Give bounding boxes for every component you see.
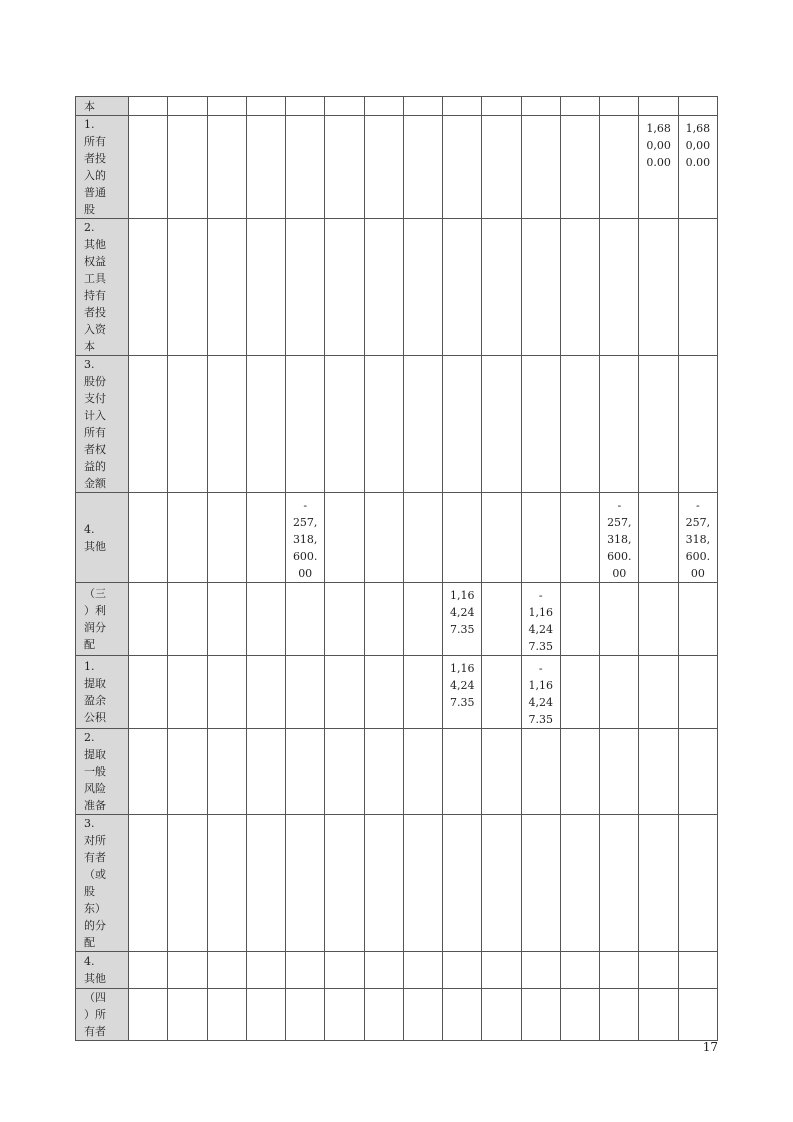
table-row (76, 656, 718, 729)
table-cell (364, 729, 403, 815)
row-label: 2. 其他 权益 工具 持有 者投 入资 本 (76, 219, 129, 356)
table-cell (521, 583, 560, 656)
table-cell (168, 815, 207, 952)
table-cell (403, 356, 442, 493)
table-cell (482, 656, 521, 729)
table-cell (246, 97, 285, 116)
table-cell (325, 493, 364, 583)
table-cell (482, 493, 521, 583)
cell-value-line: 7.35 (450, 623, 475, 636)
table-cell (168, 116, 207, 219)
table-cell (482, 729, 521, 815)
table-cell (207, 97, 246, 116)
table-cell (678, 583, 717, 656)
table-cell (403, 116, 442, 219)
table-cell (521, 989, 560, 1041)
cell-value-line: - (617, 499, 622, 512)
table-cell (678, 116, 717, 219)
table-cell (600, 952, 639, 989)
table-cell (600, 493, 639, 583)
table-cell (246, 116, 285, 219)
table-cell (560, 97, 599, 116)
cell-value-line: 1,16 (528, 679, 554, 692)
table-cell (521, 116, 560, 219)
table-cell (560, 116, 599, 219)
table-cell (207, 952, 246, 989)
table-cell (129, 219, 168, 356)
table-row (76, 356, 718, 493)
cell-value-line: 4,24 (450, 679, 475, 692)
table-cell (403, 97, 442, 116)
table-cell (403, 952, 442, 989)
cell-value-line: 257, (607, 516, 632, 529)
table-cell (286, 729, 325, 815)
table-cell (246, 815, 285, 952)
table-cell (600, 989, 639, 1041)
table-cell (364, 493, 403, 583)
table-cell (403, 815, 442, 952)
table-cell (482, 97, 521, 116)
table-cell (129, 656, 168, 729)
table-cell (600, 356, 639, 493)
table-cell (639, 493, 678, 583)
table-cell (286, 493, 325, 583)
table-cell (443, 356, 482, 493)
cell-value-line: 318, (292, 533, 318, 546)
table-cell (129, 989, 168, 1041)
row-label: 4. 其他 (76, 952, 129, 989)
table-cell (560, 583, 599, 656)
cell-value-line: 7.35 (528, 640, 554, 653)
table-body (76, 97, 718, 1041)
cell-value-line: 0.00 (685, 156, 711, 169)
table-cell (168, 583, 207, 656)
table-cell (364, 815, 403, 952)
table-cell (639, 815, 678, 952)
table-cell (364, 219, 403, 356)
table-cell (560, 356, 599, 493)
table-cell (443, 583, 482, 656)
row-label: 2. 提取 一般 风险 准备 (76, 729, 129, 815)
table-cell (521, 493, 560, 583)
table-cell (325, 656, 364, 729)
table-cell (639, 952, 678, 989)
table-cell (325, 729, 364, 815)
table-cell (403, 656, 442, 729)
table-cell (364, 656, 403, 729)
table-cell (639, 989, 678, 1041)
table-cell (168, 493, 207, 583)
table-cell (325, 989, 364, 1041)
cell-value-line: - (696, 499, 700, 512)
table-cell (246, 989, 285, 1041)
table-cell (325, 815, 364, 952)
table-row (76, 815, 718, 952)
table-cell (364, 952, 403, 989)
cell-value-line: 1,68 (646, 122, 671, 135)
table-cell (560, 815, 599, 952)
table-cell (168, 219, 207, 356)
cell-value-line: - (538, 589, 543, 602)
cell-value-line: 257, (292, 516, 318, 529)
table-cell (678, 219, 717, 356)
table-cell (521, 815, 560, 952)
table-row (76, 729, 718, 815)
table-cell (639, 729, 678, 815)
table-cell (521, 219, 560, 356)
table-cell (286, 116, 325, 219)
table-cell (600, 656, 639, 729)
table-cell (207, 729, 246, 815)
table-cell (129, 116, 168, 219)
table-cell (678, 356, 717, 493)
cell-value-line: 1,16 (528, 606, 554, 619)
table-cell (600, 729, 639, 815)
table-row (76, 97, 718, 116)
cell-value-line: 4,24 (528, 696, 554, 709)
row-label: 3. 对所 有者 （或 股 东） 的分 配 (76, 815, 129, 952)
table-cell (482, 952, 521, 989)
table-cell (521, 729, 560, 815)
cell-value-line: 0.00 (646, 156, 671, 169)
table-row (76, 493, 718, 583)
table-cell (443, 97, 482, 116)
table-cell (168, 989, 207, 1041)
table-row (76, 116, 718, 219)
table-cell (639, 219, 678, 356)
table-cell (168, 356, 207, 493)
table-cell (325, 356, 364, 493)
table-cell (678, 989, 717, 1041)
table-cell (286, 219, 325, 356)
table-cell (246, 656, 285, 729)
table-cell (129, 493, 168, 583)
row-label: 4. 其他 (76, 493, 129, 583)
table-cell (403, 493, 442, 583)
table-cell (246, 952, 285, 989)
table-cell (443, 989, 482, 1041)
cell-value-line: - (538, 662, 543, 675)
table-cell (129, 356, 168, 493)
row-label: 1. 所有 者投 入的 普通 股 (76, 116, 129, 219)
table-cell (246, 729, 285, 815)
table-cell (678, 952, 717, 989)
table-cell (325, 583, 364, 656)
table-cell (286, 356, 325, 493)
table-cell (639, 656, 678, 729)
table-cell (678, 493, 717, 583)
table-cell (678, 815, 717, 952)
table-cell (600, 583, 639, 656)
table-cell (325, 116, 364, 219)
table-cell (168, 97, 207, 116)
cell-value-line: 318, (685, 533, 711, 546)
cell-value-line: - (303, 499, 308, 512)
table-cell (286, 815, 325, 952)
table-row (76, 219, 718, 356)
cell-value-line: 1,68 (685, 122, 711, 135)
table-cell (403, 729, 442, 815)
table-cell (168, 952, 207, 989)
table-cell (325, 219, 364, 356)
cell-value-line: 600. (685, 550, 711, 563)
table-cell (521, 97, 560, 116)
table-cell (129, 729, 168, 815)
page-number: 17 (702, 1040, 718, 1054)
table-cell (403, 219, 442, 356)
cell-value-line: 0,00 (646, 139, 671, 152)
table-cell (639, 356, 678, 493)
table-cell (207, 116, 246, 219)
table-cell (246, 583, 285, 656)
cell-value-line: 600. (292, 550, 318, 563)
cell-value-line: 600. (607, 550, 632, 563)
table-cell (639, 116, 678, 219)
table-cell (364, 116, 403, 219)
table-cell (560, 952, 599, 989)
table-cell (443, 116, 482, 219)
table-cell (207, 656, 246, 729)
table-cell (482, 815, 521, 952)
row-label: 本 (76, 97, 129, 116)
table-cell (678, 97, 717, 116)
cell-value-line: 00 (298, 567, 313, 580)
table-cell (639, 583, 678, 656)
table-cell (600, 815, 639, 952)
cell-value-line: 1,16 (450, 589, 475, 602)
cell-value-line: 00 (690, 567, 705, 580)
table-cell (560, 729, 599, 815)
table-cell (286, 989, 325, 1041)
table-cell (443, 815, 482, 952)
table-cell (207, 815, 246, 952)
table-cell (600, 97, 639, 116)
table-cell (560, 493, 599, 583)
table-cell (678, 656, 717, 729)
table-cell (403, 989, 442, 1041)
cell-value-line: 1,16 (450, 662, 475, 675)
table-row (76, 989, 718, 1041)
table-cell (443, 729, 482, 815)
cell-value-line: 0,00 (685, 139, 711, 152)
row-label: （三 ）利 润分 配 (76, 583, 129, 656)
table-cell (639, 97, 678, 116)
cell-value-line: 7.35 (450, 696, 475, 709)
table-cell (482, 219, 521, 356)
table-cell (168, 729, 207, 815)
table-cell (443, 219, 482, 356)
table-cell (246, 493, 285, 583)
table-cell (286, 656, 325, 729)
table-cell (129, 583, 168, 656)
table-cell (443, 952, 482, 989)
table-cell (246, 219, 285, 356)
table-cell (207, 583, 246, 656)
cell-value-line: 7.35 (528, 713, 554, 726)
table-cell (600, 116, 639, 219)
table-cell (600, 219, 639, 356)
table-cell (207, 219, 246, 356)
table-cell (129, 97, 168, 116)
table-cell (364, 97, 403, 116)
table-cell (678, 729, 717, 815)
table-cell (246, 356, 285, 493)
table-cell (286, 583, 325, 656)
row-label: 1. 提取 盈余 公积 (76, 656, 129, 729)
table-cell (207, 356, 246, 493)
table-cell (325, 97, 364, 116)
cell-value-line: 4,24 (450, 606, 475, 619)
table-cell (364, 989, 403, 1041)
cell-value-line: 257, (685, 516, 711, 529)
table-cell (443, 493, 482, 583)
table-cell (560, 989, 599, 1041)
cell-value-line: 00 (612, 567, 627, 580)
row-label: （四 ）所 有者 (76, 989, 129, 1041)
cell-value-line: 318, (607, 533, 632, 546)
table-cell (325, 952, 364, 989)
table-cell (129, 815, 168, 952)
table-row (76, 583, 718, 656)
table-cell (521, 952, 560, 989)
table-cell (482, 989, 521, 1041)
table-row (76, 952, 718, 989)
table-cell (560, 656, 599, 729)
table-cell (168, 656, 207, 729)
table-cell (482, 116, 521, 219)
table-cell (207, 989, 246, 1041)
table-cell (403, 583, 442, 656)
table-cell (286, 952, 325, 989)
table-cell (560, 219, 599, 356)
table-cell (521, 356, 560, 493)
table-cell (364, 583, 403, 656)
table-cell (207, 493, 246, 583)
cell-value-line: 4,24 (528, 623, 554, 636)
table-cell (482, 356, 521, 493)
table-cell (521, 656, 560, 729)
table-cell (129, 952, 168, 989)
row-label: 3. 股份 支付 计入 所有 者权 益的 金额 (76, 356, 129, 493)
table-cell (286, 97, 325, 116)
table-cell (364, 356, 403, 493)
table-cell (482, 583, 521, 656)
equity-change-table (75, 96, 718, 1041)
table-cell (443, 656, 482, 729)
